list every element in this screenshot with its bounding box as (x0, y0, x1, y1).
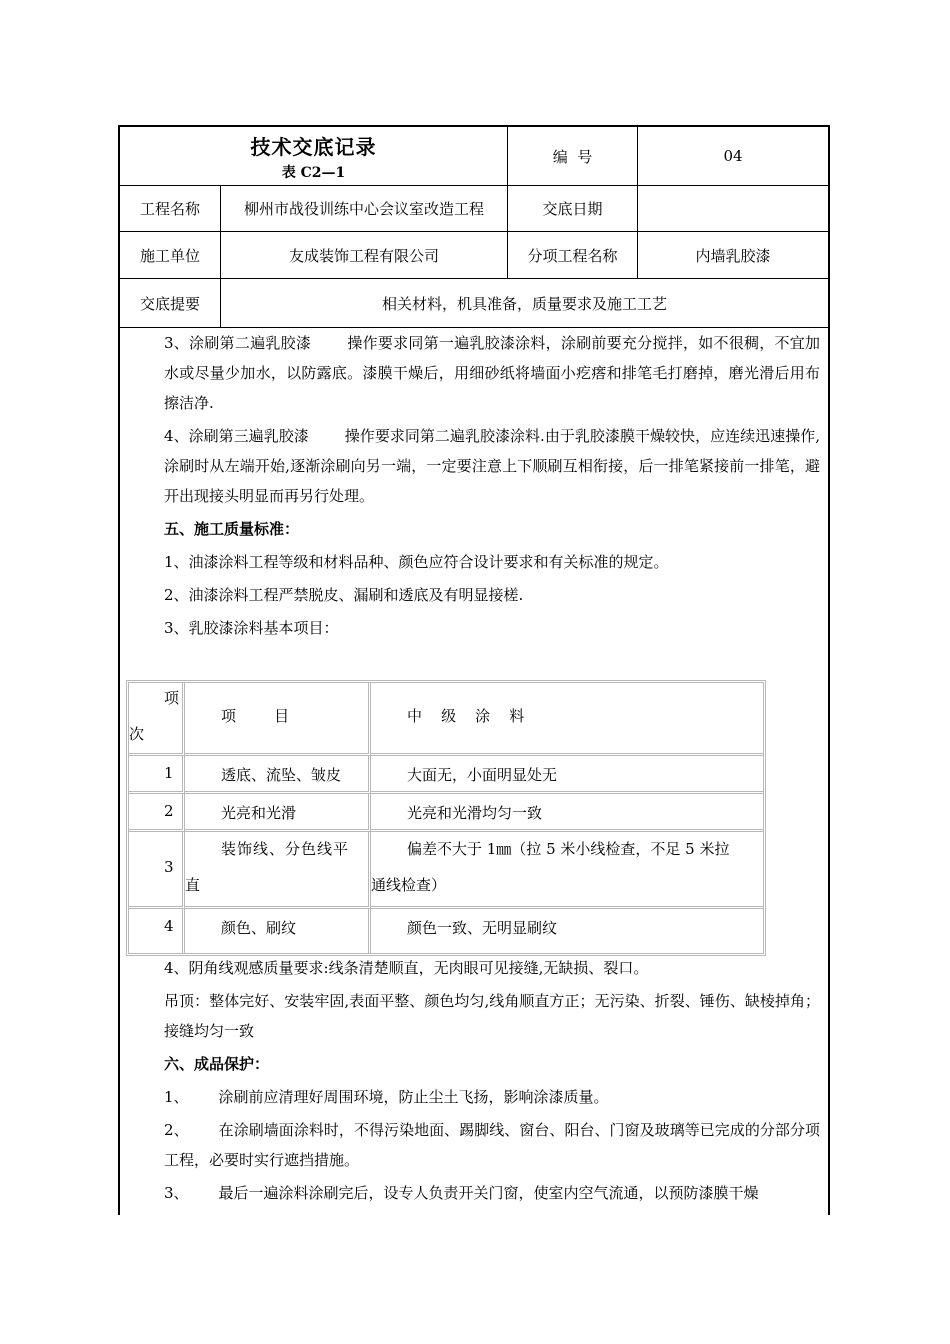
quality-item-3: 3、乳胶漆涂料基本项目： (164, 619, 339, 637)
protection-2-text: 在涂刷墙面涂料时，不得污染地面、踢脚线、窗台、阳台、门窗及玻璃等已完成的分部分项工程，必要时实行遮挡措施。 (164, 1121, 820, 1169)
header-item-text: 项 目 (221, 707, 290, 725)
row-no: 3 (164, 858, 174, 876)
protection-item-1 (120, 1082, 828, 1112)
ceiling-requirement: 吊顶：整体完好、安装牢固,表面平整、颜色均匀,线角顺直方正；无污染、折裂、锤伤、缺棱掉角；接缝均匀一致 (164, 992, 820, 1040)
row-item: 颜色、刷纹 (221, 919, 297, 937)
title-cell (120, 127, 508, 186)
section-5-heading: 五、施工质量标准： (164, 520, 300, 538)
protection-3-text: 最后一遍涂料涂刷完后，设专人负责开关门窗，使室内空气流通，以预防漆膜干燥 (218, 1184, 759, 1202)
table-row (129, 832, 185, 909)
content-body (120, 328, 828, 643)
contractor-label: 施工单位 (120, 232, 221, 279)
table-cell-grade (371, 832, 763, 909)
table-cell-grade (371, 794, 763, 832)
table-cell-item (185, 794, 371, 832)
subproject-value: 内墙乳胶漆 (638, 232, 828, 279)
protection-item-2 (120, 1115, 828, 1175)
number-label: 编 号 (508, 127, 638, 186)
row-no: 4 (164, 917, 174, 935)
protection-1-no: 1、 (164, 1088, 189, 1106)
summary-value: 相关材料，机具准备，质量要求及施工工艺 (221, 279, 828, 328)
protection-2-no: 2、 (164, 1121, 189, 1139)
table-row (129, 756, 185, 794)
table-cell-grade (371, 756, 763, 794)
table-header-no (129, 683, 185, 756)
row-grade-line1: 偏差不大于 1㎜（拉 5 米小线检查，不足 5 米拉 (407, 840, 730, 858)
number-value: 04 (638, 127, 828, 186)
table-cell-grade (371, 909, 763, 953)
header-no-bottom: 次 (129, 725, 145, 743)
table-header-item (185, 683, 371, 756)
row-item-line1: 装饰线、分色线平 (221, 840, 350, 858)
paragraph-coat2 (120, 328, 828, 418)
subproject-label: 分项工程名称 (508, 232, 638, 279)
record-frame (118, 125, 830, 1215)
paragraph-coat3 (120, 421, 828, 511)
protection-3-no: 3、 (164, 1184, 189, 1202)
form-number: 表 C2—1 (281, 164, 346, 181)
quality-item-1: 1、油漆涂料工程等级和材料品种、颜色应符合设计要求和有关标准的规定。 (164, 553, 669, 571)
row-grade: 大面无，小面明显处无 (407, 766, 558, 784)
coat2-text: 操作要求同第一遍乳胶漆涂料，涂刷前要充分搅拌，如不很稠，不宜加水或尽量少加水，以防露底。漆膜干燥后，用细砂纸将墙面小疙瘩和排笔毛打磨掉，磨光滑后用布擦洁净. (164, 334, 820, 412)
table-header-grade (371, 683, 763, 756)
section-6-heading: 六、成品保护： (164, 1055, 270, 1073)
header-grade-text: 中 级 涂 料 (407, 707, 525, 725)
header-no-top: 项 (164, 689, 180, 707)
table-cell-item (185, 756, 371, 794)
quality-table (126, 680, 766, 956)
coat2-heading: 3、涂刷第二遍乳胶漆 (164, 334, 312, 352)
row-item: 光亮和光滑 (221, 804, 297, 822)
row-grade-line2: 通线检查） (371, 876, 447, 894)
coat3-text: 操作要求同第二遍乳胶漆涂料.由于乳胶漆膜干燥较快，应连续迅速操作,涂刷时从左端开始,逐渐涂刷向另一端，一定要注意上下顺刷互相衔接，后一排笔紧接前一排笔，避开出现接头明显而再另行处理。 (164, 427, 821, 505)
row-no: 1 (164, 764, 174, 782)
coat3-heading: 4、涂刷第三遍乳胶漆 (164, 427, 309, 445)
row-grade: 光亮和光滑均匀一致 (407, 804, 543, 822)
summary-label: 交底提要 (120, 279, 221, 328)
row-grade: 颜色一致、无明显刷纹 (407, 919, 558, 937)
table-row (129, 794, 185, 832)
quality-item-2: 2、油漆涂料工程严禁脱皮、漏刷和透底及有明显接槎. (164, 586, 524, 604)
quality-item-4: 4、阴角线观感质量要求:线条清楚顺直，无肉眼可见接缝,无缺损、裂口。 (164, 959, 649, 977)
table-cell-item (185, 909, 371, 953)
table-cell-item (185, 832, 371, 909)
date-label: 交底日期 (508, 186, 638, 232)
content-body-2 (120, 953, 828, 1208)
row-item-line2: 直 (185, 876, 201, 894)
project-name-label: 工程名称 (120, 186, 221, 232)
contractor-value: 友成装饰工程有限公司 (221, 232, 508, 279)
protection-item-3 (120, 1178, 828, 1208)
date-value (638, 186, 828, 232)
table-row (129, 909, 185, 953)
project-name-value: 柳州市战役训练中心会议室改造工程 (221, 186, 508, 232)
protection-1-text: 涂刷前应清理好周围环境，防止尘土飞扬，影响涂漆质量。 (218, 1088, 609, 1106)
row-item: 透底、流坠、皱皮 (221, 766, 342, 784)
row-no: 2 (164, 802, 174, 820)
document-title: 技术交底记录 (250, 134, 377, 159)
